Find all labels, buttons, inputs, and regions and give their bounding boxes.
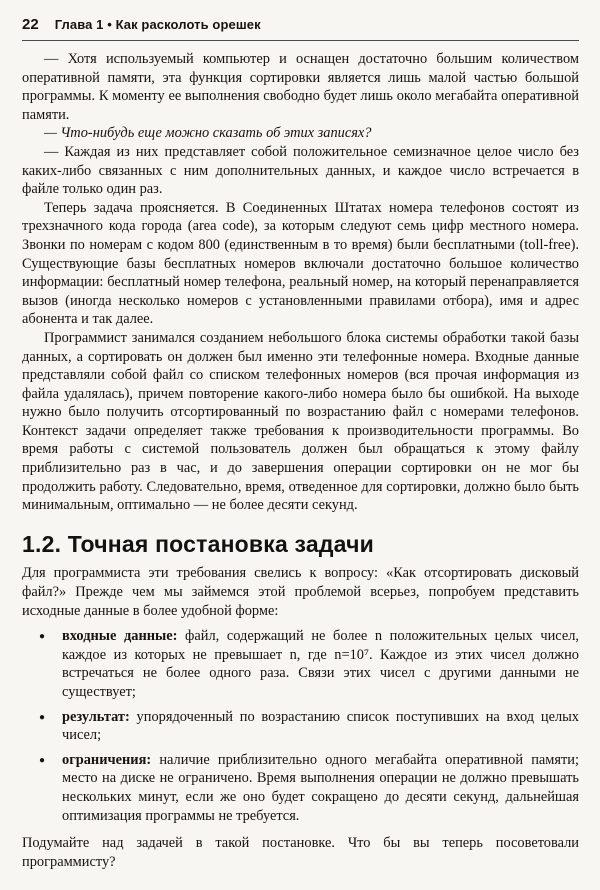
list-item-text [62,627,579,701]
page-number: 22 [22,16,39,33]
list-item-text [62,751,579,825]
paragraph-section-intro: Для программиста эти требования свелись к вопросу: «Как отсортировать дисковый файл?» Прежде чем мы займемся этой проблемой всерьез, попробуем представить исходные данные в более удобной форме: [22,565,579,619]
running-header [22,14,579,41]
list-item [22,708,579,745]
list-item-text [62,708,579,745]
body-text [22,50,579,871]
list-item-lead: результат: [62,708,130,725]
list-item-body: упорядоченный по возрастанию список поступивших на вход целых чисел; [62,708,579,744]
list-item-body: наличие приблизительно одного мегабайта оперативной памяти; место на диске не ограничено. Время выполнения операции не должно превышать нескольких минут, если же оно будет сокращено до десяти секунд, дальнейшая оптимизация программы не требуется. [62,751,579,824]
list-item-lead: входные данные: [62,628,178,645]
spec-list [22,627,579,825]
bullet-icon: ● [38,711,46,723]
running-head-title: Глава 1 • Как расколоть орешек [54,17,261,32]
list-item [22,751,579,825]
bullet-icon: ● [38,631,46,643]
paragraph-closing: Подумайте над задачей в такой постановке. Что бы вы теперь посоветовали программисту? [22,835,579,870]
list-item-body: файл, содержащий не более n положительных целых чисел, каждое из которых не превышает n, где n=10⁷. Каждое из этих чисел должно встречаться не более одного раза. Связи этих чисел с другими данными не существует; [62,628,579,700]
section-heading: 1.2. Точная постановка задачи [22,530,374,557]
paragraph-task-context: Теперь задача проясняется. В Соединенных Штатах номера телефонов состоят из трехзначного кода города (area code), за которым следуют семь цифр местного номера. Звонки по номерам с кодом 800 (единственным в то время) были бесплатными (toll-free). Существующие базы бесплатных номеров включали достаточно большое количество информации: бесплатный номер телефона, реальный номер, на который перенаправляется вызов (иногда несколько номеров с установленными правилами отбора), имя и адрес абонента и так далее. [22,199,579,328]
paragraph-dialog-2: — Каждая из них представляет собой положительное семизначное целое число без каких-либо связанных с ним дополнительных данных, и каждое число встречается в файле только один раз. [22,143,579,198]
paragraph-programmer-task: Программист занимался созданием небольшого блока системы обработки такой базы данных, а сортировать он должен был именно эти телефонные номера. Входные данные представляли собой файл со списком телефонных номеров (вся прочая информация из файла удалялась), причем повторение какого-либо номера было бы ошибкой. На выходе нужно было получить отсортированный по возрастанию файл с номерами телефонов. Контекст задачи определяет также требования к производительности программы. Во время работы с системой пользователь должен был обращаться к этому файлу приблизительно раз в час, и до завершения операции сортировки он не мог бы продолжить работу. Следовательно, время, отведенное для сортировки, должно было быть минимальным, оптимально — не более десяти секунд. [22,329,579,514]
paragraph-dialog-question: — Что-нибудь еще можно сказать об этих записях? [44,125,372,142]
paragraph-dialog-1: — Хотя используемый компьютер и оснащен достаточно большим количеством оперативной памяти, эта функция сортировки является лишь малой частью большой программы. К моменту ее выполнения свободно будет лишь около мегабайта оперативной памяти. [22,51,579,123]
list-item-lead: ограничения: [62,751,152,768]
bullet-icon: ● [38,754,46,766]
list-item [22,627,579,701]
